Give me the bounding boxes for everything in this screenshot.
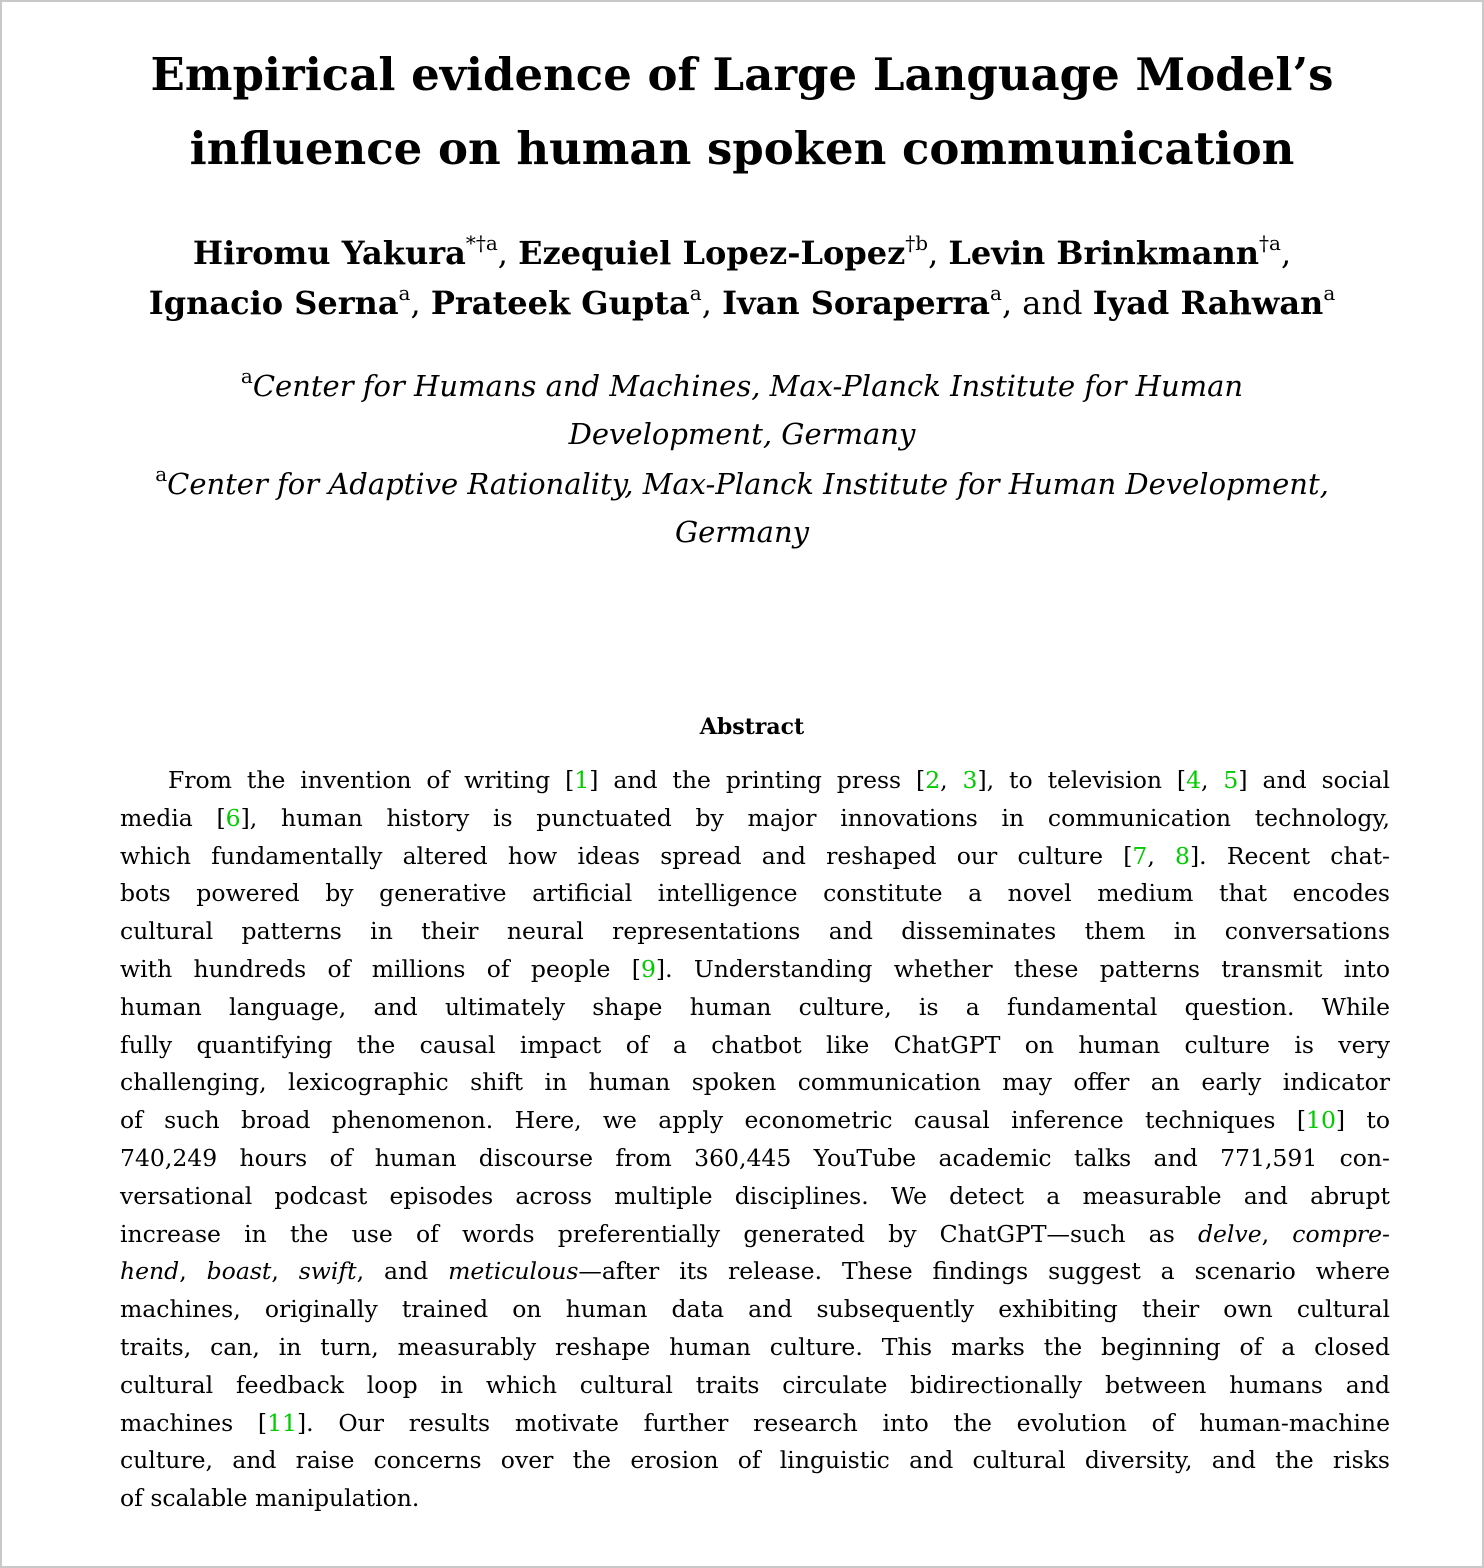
abstract-text: ] to — [1335, 1106, 1390, 1135]
citation-link[interactable]: 7 — [1132, 841, 1148, 870]
author-marks: a — [1323, 281, 1336, 306]
abstract-text: , and — [356, 1257, 449, 1286]
abstract-text: , — [271, 1257, 299, 1286]
author-name: Ivan Soraperra — [722, 284, 990, 322]
abstract-line — [120, 1178, 1390, 1216]
citation-link[interactable]: 3 — [962, 766, 978, 794]
abstract-text: of scalable manipulation. — [120, 1484, 420, 1513]
affiliation — [2, 362, 1482, 458]
citation-link[interactable]: 6 — [225, 803, 241, 832]
abstract-text: ]. Understanding whether these patterns transmit into — [655, 954, 1390, 983]
title-line: influence on human spoken communication — [189, 122, 1295, 175]
affiliation-line — [2, 362, 1482, 410]
abstract-text: ] and the printing press [ — [589, 766, 926, 794]
abstract-text: ] and social — [1238, 766, 1390, 794]
abstract-text: machines [ — [120, 1408, 268, 1437]
abstract-text: fully quantifying the causal impact of a chatbot like ChatGPT on human culture is very — [120, 1030, 1390, 1059]
citation-link[interactable]: 11 — [267, 1408, 298, 1437]
author-marks: a — [398, 281, 411, 306]
author-marks: a — [689, 281, 702, 306]
citation-link[interactable]: 4 — [1186, 766, 1202, 794]
abstract-line — [120, 1480, 1390, 1518]
abstract-text: , — [1261, 1219, 1293, 1248]
author-separator: , — [1280, 234, 1292, 272]
italic-term: hend — [120, 1257, 180, 1286]
author-conjunction: and — [1022, 284, 1083, 322]
author-separator: , — [701, 284, 712, 322]
affiliation — [2, 460, 1482, 556]
abstract-text: ], human history is punctuated by major innovations in communication technology, — [240, 803, 1390, 832]
abstract-line — [120, 838, 1390, 876]
abstract-line — [120, 1367, 1390, 1405]
paper-title — [2, 38, 1482, 186]
author-name: Ignacio Serna — [148, 284, 399, 322]
italic-term: delve — [1197, 1219, 1262, 1248]
affiliation-mark: a — [155, 462, 168, 487]
author-marks: †a — [1259, 231, 1281, 256]
abstract-text: versational podcast episodes across multiple disciplines. We detect a measurable and abrupt — [120, 1181, 1390, 1210]
abstract-text: 740,249 hours of human discourse from 360,445 YouTube academic talks and 771,591 con- — [120, 1143, 1390, 1172]
author-name: Iyad Rahwan — [1092, 284, 1324, 322]
abstract-line — [120, 875, 1390, 913]
italic-term: swift — [298, 1257, 357, 1286]
abstract-text: challenging, lexicographic shift in human spoken communication may offer an early indicator — [120, 1068, 1390, 1097]
abstract-line — [120, 1216, 1390, 1254]
author-separator: , — [410, 284, 421, 322]
abstract-line — [120, 1253, 1390, 1291]
abstract-text: ]. Recent chat- — [1189, 841, 1390, 870]
abstract-text: increase in the use of words preferentially generated by ChatGPT—such as — [120, 1219, 1198, 1248]
citation-link[interactable]: 5 — [1223, 766, 1239, 794]
title-line: Empirical evidence of Large Language Model’s — [150, 48, 1334, 101]
abstract-text: —after its release. These findings suggest a scenario where — [578, 1257, 1390, 1286]
italic-term: boast — [206, 1257, 272, 1286]
abstract-line — [120, 1405, 1390, 1443]
author-marks: a — [990, 281, 1002, 306]
abstract-line — [120, 1291, 1390, 1329]
abstract-text: , — [1201, 766, 1224, 794]
abstract-line — [120, 1027, 1390, 1065]
affiliation-line: Germany — [674, 515, 810, 549]
abstract-line — [120, 762, 1390, 800]
abstract-line — [120, 800, 1390, 838]
author-marks: †b — [905, 231, 929, 256]
affiliation-line: Development, Germany — [568, 417, 916, 451]
affiliation-line — [2, 460, 1482, 508]
abstract-text: machines, originally trained on human data and subsequently exhibiting their own cultural — [120, 1295, 1390, 1324]
abstract-text: with hundreds of millions of people [ — [120, 954, 641, 983]
abstract-text: , — [179, 1257, 207, 1286]
citation-link[interactable]: 1 — [574, 766, 590, 794]
abstract-text: cultural patterns in their neural representations and disseminates them in conversations — [120, 917, 1390, 946]
author-name: Prateek Gupta — [430, 284, 690, 322]
abstract-line — [120, 989, 1390, 1027]
affiliation-text: Center for Humans and Machines, Max-Planck Institute for Human — [252, 369, 1244, 403]
abstract-text: human language, and ultimately shape human culture, is a fundamental question. While — [120, 992, 1390, 1021]
abstract-text: which fundamentally altered how ideas spread and reshaped our culture [ — [120, 841, 1133, 870]
abstract-text: cultural feedback loop in which cultural traits circulate bidirectionally between humans and — [120, 1370, 1390, 1399]
abstract-text: culture, and raise concerns over the erosion of linguistic and cultural diversity, and the risks — [120, 1446, 1390, 1475]
abstract-text: ]. Our results motivate further research into the evolution of human-machine — [297, 1408, 1390, 1437]
author-separator: , — [497, 234, 508, 272]
author-name: Levin Brinkmann — [948, 234, 1260, 272]
abstract-text: ], to television [ — [977, 766, 1187, 794]
citation-link[interactable]: 2 — [925, 766, 941, 794]
abstract-line — [120, 1442, 1390, 1480]
author-separator: , — [1001, 284, 1013, 322]
italic-term: meticulous — [448, 1257, 579, 1286]
abstract-text: of such broad phenomenon. Here, we apply econometric causal inference techniques [ — [120, 1106, 1306, 1135]
author-list — [2, 228, 1482, 328]
abstract-line — [120, 1140, 1390, 1178]
author-name: Ezequiel Lopez-Lopez — [518, 234, 906, 272]
abstract-text: From the invention of writing [ — [168, 766, 575, 794]
citation-link[interactable]: 10 — [1306, 1106, 1336, 1135]
abstract-text: , — [940, 766, 963, 794]
citation-link[interactable]: 9 — [640, 954, 656, 983]
abstract-heading: Abstract — [699, 714, 805, 740]
abstract-text: traits, can, in turn, measurably reshape human culture. This marks the beginning of a closed — [120, 1332, 1390, 1361]
abstract-text: , — [1147, 841, 1176, 870]
abstract-body — [120, 762, 1390, 1518]
author-line — [2, 278, 1482, 328]
italic-term: compre- — [1292, 1219, 1390, 1248]
affiliation-text: Center for Adaptive Rationality, Max-Planck Institute for Human Development, — [167, 467, 1329, 501]
abstract-line — [120, 913, 1390, 951]
abstract-text: bots powered by generative artificial intelligence constitute a novel medium that encodes — [120, 879, 1390, 908]
abstract-text: media [ — [120, 803, 226, 832]
author-line — [2, 228, 1482, 278]
author-name: Hiromu Yakura — [192, 234, 466, 272]
abstract-line — [120, 1064, 1390, 1102]
author-marks: *†a — [465, 231, 498, 256]
abstract-line — [120, 1329, 1390, 1367]
author-separator: , — [928, 234, 939, 272]
abstract-line — [120, 1102, 1390, 1140]
abstract-line — [120, 951, 1390, 989]
citation-link[interactable]: 8 — [1175, 841, 1190, 870]
affiliation-mark: a — [240, 364, 253, 389]
